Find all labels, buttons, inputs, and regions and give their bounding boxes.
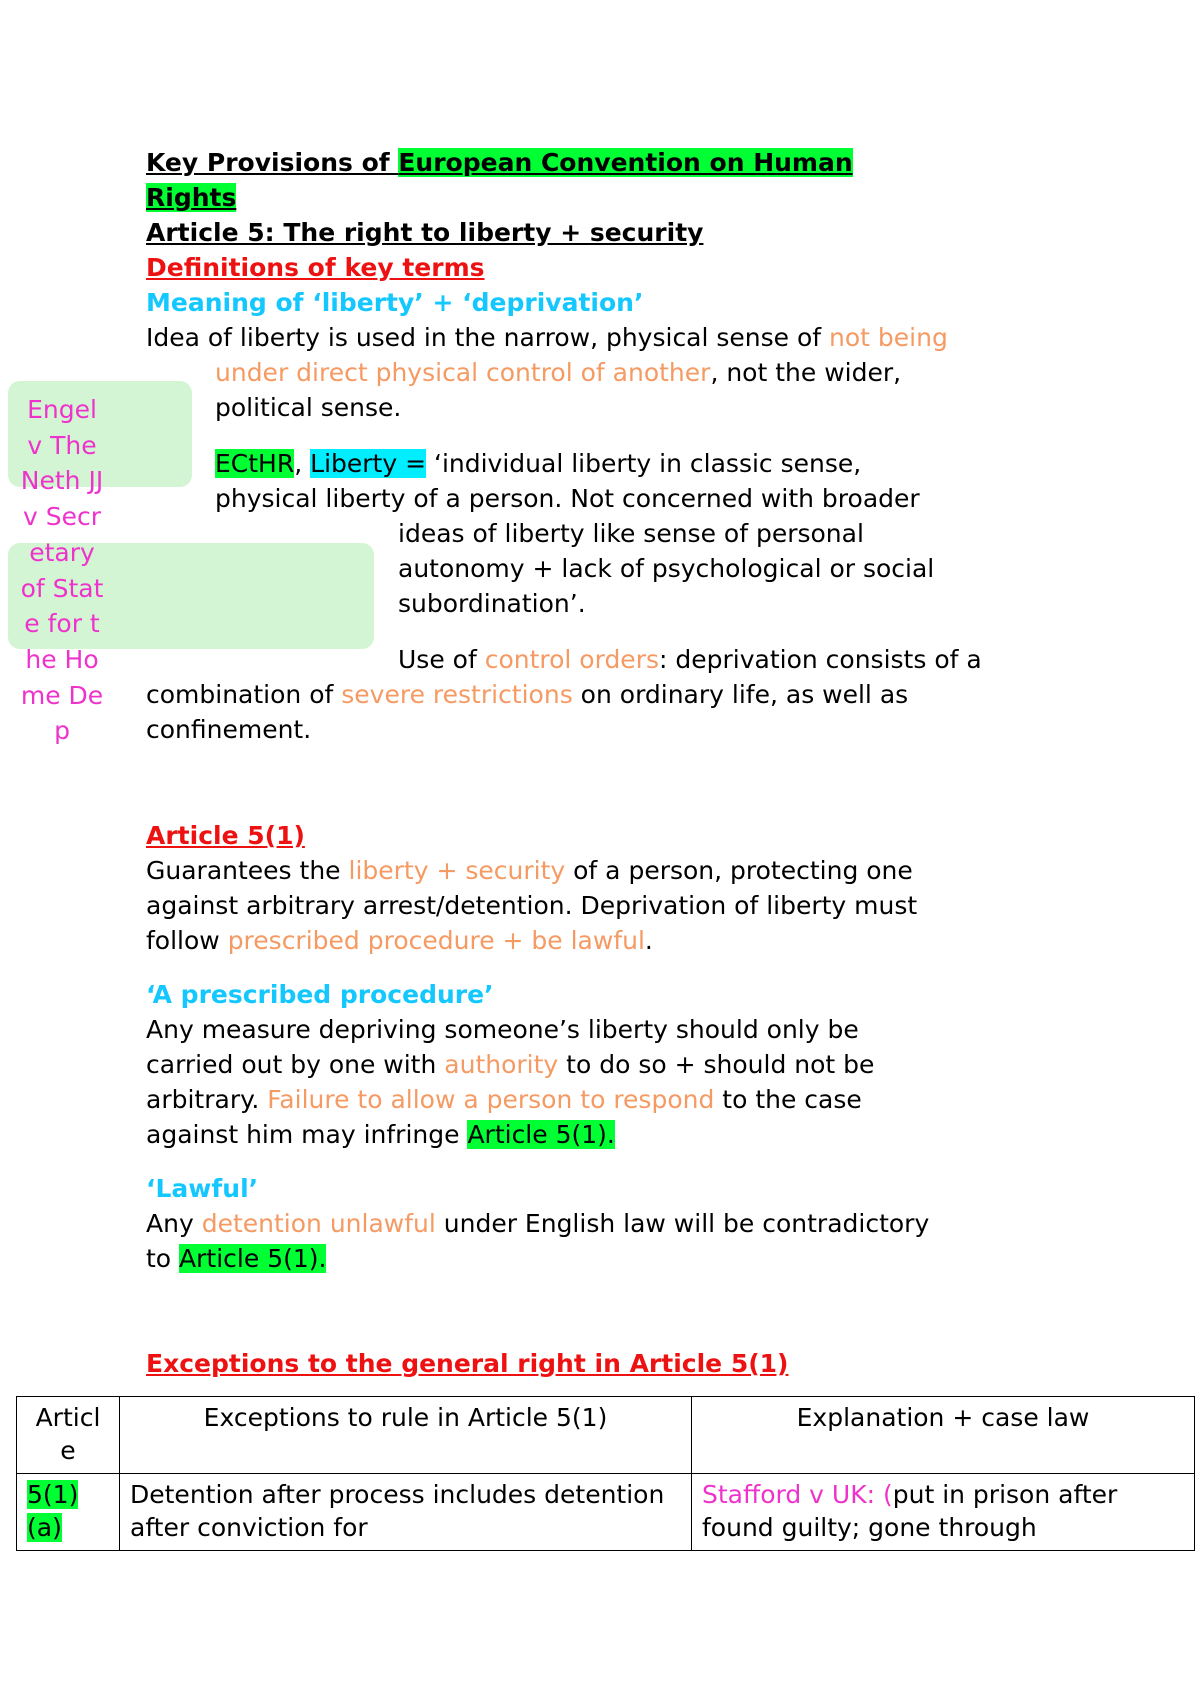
rights-highlight: Rights [146, 183, 237, 212]
liberty-definition-line1: Idea of liberty is used in the narrow, physical sense of not being [146, 323, 948, 352]
meaning-heading: Meaning of ‘liberty’ + ‘deprivation’ [146, 288, 644, 317]
cell-explanation: Stafford v UK: (put in prison after found guilty; gone through [692, 1474, 1195, 1551]
case-name-stafford: Stafford v UK: ( [702, 1480, 893, 1509]
table-header-row [17, 1397, 1195, 1474]
liberty-highlight: Liberty = [310, 449, 427, 478]
control-orders-line2: combination of severe restrictions on ordinary life, as well as [146, 680, 909, 709]
table-row [17, 1474, 1195, 1551]
ecthr-definition-line4: autonomy + lack of psychological or social [398, 554, 935, 583]
case-note-jj: JJ v Secretary of State for the Home Dep [20, 466, 104, 746]
procedure-line4: against him may infringe Article 5(1). [146, 1120, 615, 1149]
liberty-definition-line2: under direct physical control of another, not the wider, [215, 358, 902, 387]
article-5-1-line1: Guarantees the liberty + security of a person, protecting one [146, 856, 913, 885]
procedure-line1: Any measure depriving someone’s liberty should only be [146, 1015, 859, 1044]
ecthr-definition-line3: ideas of liberty like sense of personal [398, 519, 864, 548]
control-orders-line3: confinement. [146, 715, 312, 744]
exceptions-heading: Exceptions to the general right in Article 5(1) [146, 1349, 789, 1378]
lawful-line1: Any detention unlawful under English law will be contradictory [146, 1209, 930, 1238]
ecthr-definition-line5: subordination’. [398, 589, 586, 618]
ecthr-definition-line2: physical liberty of a person. Not concerned with broader [215, 484, 920, 513]
article-5-1-line3: follow prescribed procedure + be lawful. [146, 926, 653, 955]
procedure-heading: ‘A prescribed procedure’ [146, 980, 494, 1009]
control-orders-line1: Use of control orders: deprivation consists of a [398, 645, 982, 674]
liberty-definition-line3: political sense. [215, 393, 402, 422]
lawful-line2: to Article 5(1). [146, 1244, 327, 1273]
column-header-article: Article [17, 1397, 120, 1474]
procedure-line3: arbitrary. Failure to allow a person to respond to the case [146, 1085, 862, 1114]
case-note-engel: Engel v The Neth [20, 395, 97, 496]
cell-exception: Detention after process includes detention after conviction for [120, 1474, 692, 1551]
document-title: Key Provisions of European Convention on Human [146, 148, 853, 177]
article-5-1-heading: Article 5(1) [146, 821, 305, 850]
article-5-1-line2: against arbitrary arrest/detention. Deprivation of liberty must [146, 891, 918, 920]
ecthr-definition-line1: ECtHR, Liberty = ‘individual liberty in classic sense, [215, 449, 862, 478]
exceptions-table [16, 1396, 1195, 1551]
article-title: Article 5: The right to liberty + security [146, 218, 704, 247]
column-header-explanation: Explanation + case law [692, 1397, 1195, 1474]
ecthr-highlight: ECtHR [215, 449, 295, 478]
column-header-exceptions: Exceptions to rule in Article 5(1) [120, 1397, 692, 1474]
cell-article: 5(1)(a) [17, 1474, 120, 1551]
definitions-heading: Definitions of key terms [146, 253, 485, 282]
case-note-text [20, 392, 104, 904]
convention-highlight: European Convention on Human [398, 148, 853, 177]
document-title-line2 [146, 180, 236, 215]
lawful-heading: ‘Lawful’ [146, 1174, 259, 1203]
procedure-line2: carried out by one with authority to do so + should not be [146, 1050, 875, 1079]
